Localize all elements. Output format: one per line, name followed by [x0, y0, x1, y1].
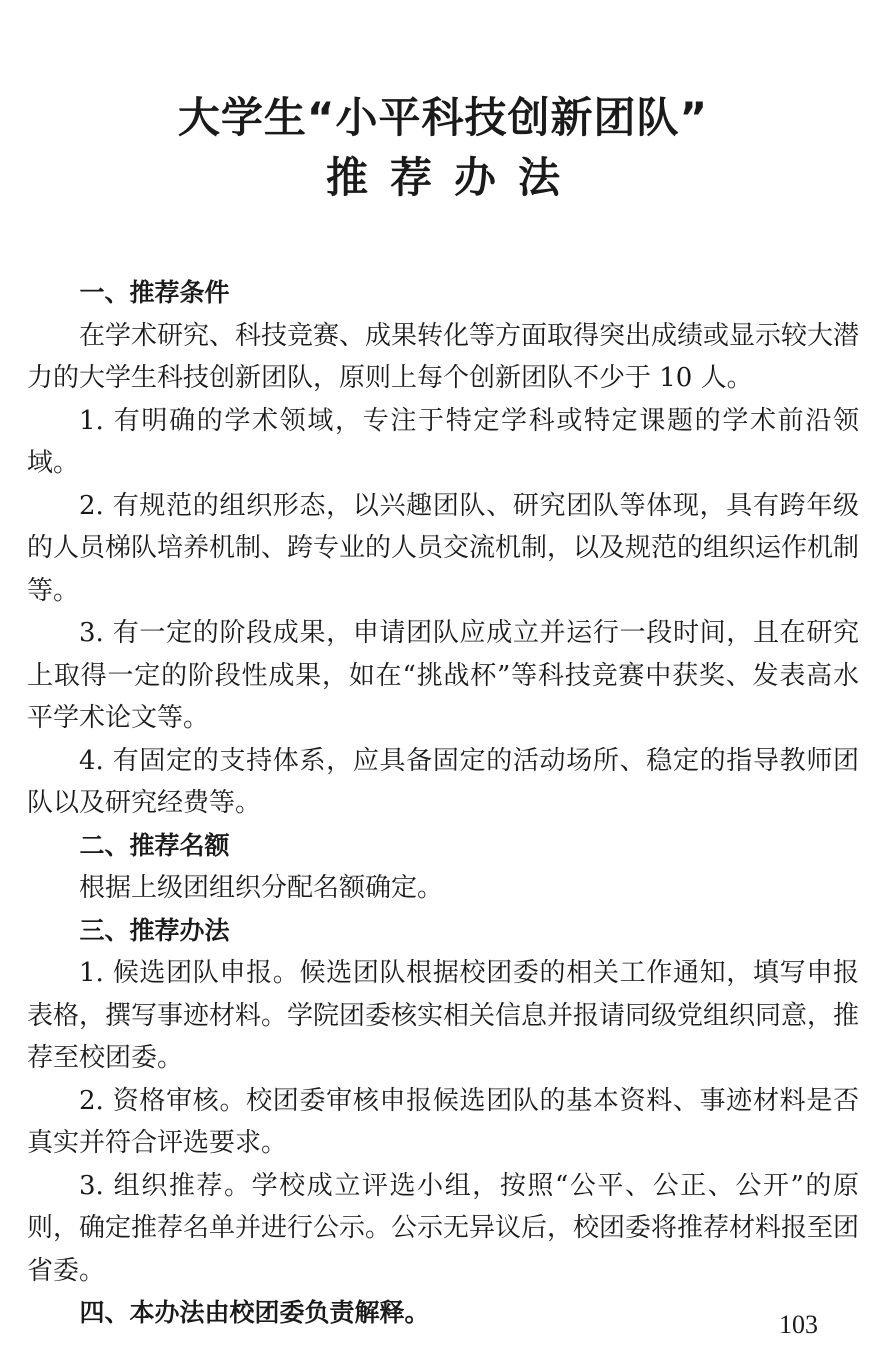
paragraph: 3. 有一定的阶段成果，申请团队应成立并运行一段时间，且在研究上取得一定的阶段性成果，如在“挑战杯”等科技竞赛中获奖、发表高水平学术论文等。 [27, 618, 859, 733]
document-page [27, 0, 859, 1366]
title-line-2: 推荐办法 [325, 153, 582, 202]
paragraph: 在学术研究、科技竞赛、成果转化等方面取得突出成绩或显示较大潜力的大学生科技创新团队，原则上每个创新团队不少于 10 人。 [27, 320, 860, 393]
paragraph: 3. 组织推荐。学校成立评选小组，按照“公平、公正、公开”的原则，确定推荐名单并进行公示。公示无异议后，校团委将推荐材料报至团省委。 [27, 1170, 860, 1286]
document-title [27, 90, 859, 206]
title-line-1: 大学生“小平科技创新团队” [177, 93, 709, 142]
section-heading-interpretation: 四、本办法由校团委负责解释。 [79, 1298, 430, 1327]
section-heading-method: 三、推荐办法 [79, 915, 230, 945]
page-number: 103 [779, 1310, 818, 1339]
paragraph: 4. 有固定的支持体系，应具备固定的活动场所、稳定的指导教师团队以及研究经费等。 [27, 745, 859, 818]
paragraph: 1. 候选团队申报。候选团队根据校团委的相关工作通知，填写申报表格，撰写事迹材料。学院团委核实相关信息并报请同级党组织同意，推荐至校团委。 [27, 958, 860, 1073]
section-heading-conditions: 一、推荐条件 [79, 278, 230, 307]
section-heading-quota: 二、推荐名额 [79, 830, 230, 860]
paragraph: 2. 有规范的组织形态，以兴趣团队、研究团队等体现，具有跨年级的人员梯队培养机制、跨专业的人员交流机制，以及规范的组织运作机制等。 [27, 490, 860, 606]
paragraph: 2. 资格审核。校团委审核申报候选团队的基本资料、事迹材料是否真实并符合评选要求。 [27, 1085, 859, 1158]
paragraph: 1. 有明确的学术领域，专注于特定学科或特定课题的学术前沿领域。 [27, 405, 859, 478]
document-body [27, 272, 859, 1335]
paragraph: 根据上级团组织分配名额确定。 [79, 873, 444, 903]
